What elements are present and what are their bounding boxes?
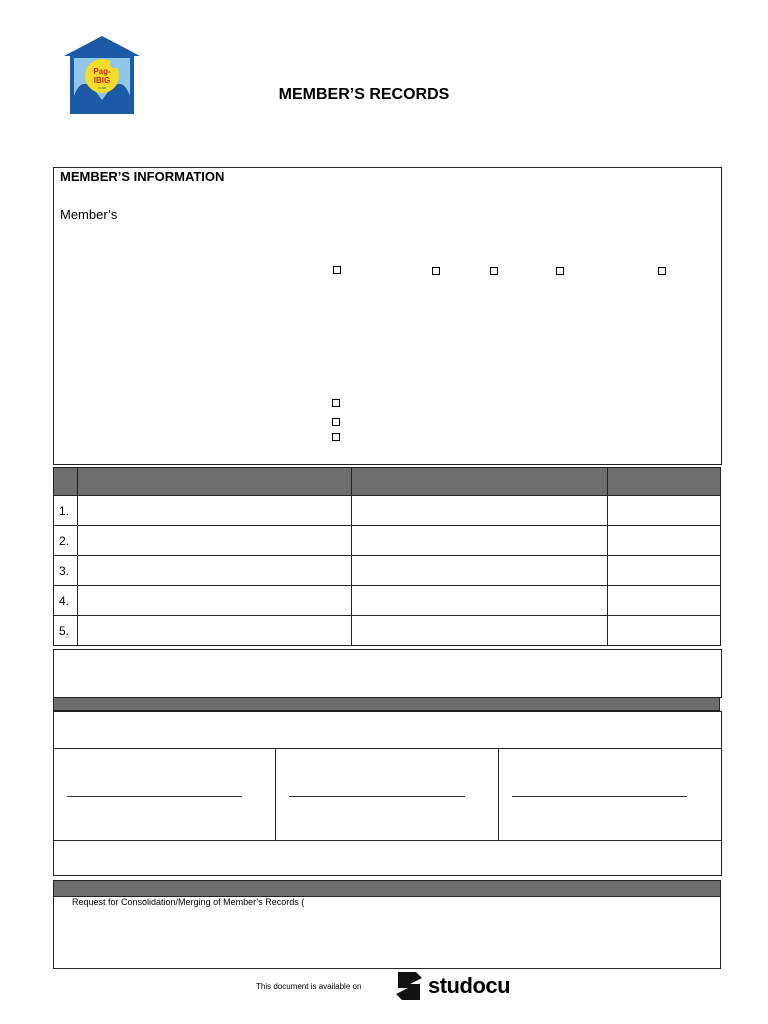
table-cell[interactable]	[352, 586, 608, 616]
section-divider-bar	[53, 697, 720, 711]
row-number: 1.	[54, 496, 78, 526]
table-row	[54, 586, 721, 616]
row-number: 5.	[54, 616, 78, 646]
logo-subtext: FUND	[97, 86, 107, 90]
checkbox-8[interactable]	[332, 433, 340, 441]
table-cell[interactable]	[608, 616, 721, 646]
checkbox-1[interactable]	[333, 266, 341, 274]
table-row	[54, 526, 721, 556]
page-title: MEMBER’S RECORDS	[278, 86, 450, 103]
table-cell[interactable]	[78, 556, 352, 586]
checkbox-5[interactable]	[658, 267, 666, 275]
table-header-cell	[54, 468, 78, 496]
checkbox-3[interactable]	[490, 267, 498, 275]
checkbox-4[interactable]	[556, 267, 564, 275]
table-cell[interactable]	[78, 496, 352, 526]
table-cell[interactable]	[78, 586, 352, 616]
checkbox-6[interactable]	[332, 399, 340, 407]
table-cell[interactable]	[78, 526, 352, 556]
checkbox-7[interactable]	[332, 418, 340, 426]
member-info-title: MEMBER’S INFORMATION	[60, 169, 225, 184]
footer-available-text: This document is available on	[256, 982, 362, 991]
remarks-box[interactable]	[53, 649, 722, 698]
row-number: 3.	[54, 556, 78, 586]
table-cell[interactable]	[352, 526, 608, 556]
table-header-cell	[352, 468, 608, 496]
table-header-cell	[608, 468, 721, 496]
table-header-row	[54, 468, 721, 496]
member-label: Member’s	[60, 207, 118, 222]
request-text: Request for Consolidation/Merging of Member’s Records (	[72, 897, 305, 907]
signature-line-2	[289, 796, 465, 797]
signature-box-1[interactable]	[53, 748, 276, 841]
row-number: 2.	[54, 526, 78, 556]
table-cell[interactable]	[608, 586, 721, 616]
studocu-brand[interactable]	[394, 970, 510, 1002]
member-info-box	[53, 167, 722, 465]
table-row	[54, 556, 721, 586]
checkbox-2[interactable]	[432, 267, 440, 275]
table-header-cell	[78, 468, 352, 496]
signature-line-3	[512, 796, 687, 797]
table-cell[interactable]	[608, 496, 721, 526]
logo-text: Pag-	[93, 67, 111, 76]
row-number: 4.	[54, 586, 78, 616]
date-box[interactable]	[53, 840, 722, 876]
studocu-logo-icon	[394, 970, 424, 1002]
svg-text:IBIG: IBIG	[93, 76, 111, 85]
table-cell[interactable]	[78, 616, 352, 646]
table-row	[54, 496, 721, 526]
table-cell[interactable]	[352, 616, 608, 646]
studocu-wordmark: studocu	[428, 973, 511, 998]
table-cell[interactable]	[608, 556, 721, 586]
table-row	[54, 616, 721, 646]
table-cell[interactable]	[352, 496, 608, 526]
table-cell[interactable]	[608, 526, 721, 556]
form-field-box[interactable]	[53, 711, 722, 749]
records-table	[53, 467, 721, 646]
signature-box-3[interactable]	[498, 748, 722, 841]
signature-line-1	[67, 796, 242, 797]
pag-ibig-logo	[62, 34, 142, 118]
signature-box-2[interactable]	[275, 748, 499, 841]
request-header-bar	[53, 880, 721, 897]
table-cell[interactable]	[352, 556, 608, 586]
